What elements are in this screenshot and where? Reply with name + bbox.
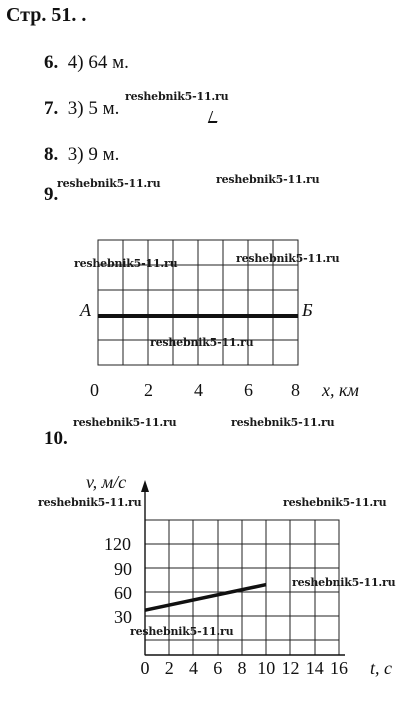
watermark-7: reshebnik5-11.ru (73, 416, 177, 429)
task-10-x-tick: 4 (189, 658, 198, 678)
task-10-y-tick-30: 30 (114, 607, 132, 627)
answer-7-number: 7. (44, 98, 59, 119)
task-10-x-tick: 14 (305, 658, 324, 678)
watermark-8: reshebnik5-11.ru (231, 416, 335, 429)
task-10-y-tick-90: 90 (114, 559, 132, 579)
task-10-number (44, 428, 68, 450)
watermark-1: reshebnik5-11.ru (125, 90, 229, 103)
watermark-4: reshebnik5-11.ru (74, 257, 178, 270)
watermark-11: reshebnik5-11.ru (292, 576, 396, 589)
task-10-x-tick: 2 (164, 658, 174, 678)
answer-8-text: 3) 9 м. (67, 144, 120, 165)
task-9-x-tick-0: 0 (90, 380, 99, 400)
task-10-y-tick-120: 120 (104, 534, 131, 554)
watermark-10: reshebnik5-11.ru (283, 496, 387, 509)
task-9-label-a: А (80, 300, 91, 320)
answer-6-number: 6. (44, 52, 59, 73)
task-9-label-b: Б (302, 300, 313, 320)
task-9-x-axis-label: x, км (322, 380, 359, 400)
watermark-2: reshebnik5-11.ru (57, 177, 161, 190)
task-10-x-tick: 16 (330, 658, 348, 678)
task-10-number-text: 10. (44, 428, 68, 449)
task-10-x-tick: 0 (140, 658, 150, 678)
watermark-5: reshebnik5-11.ru (236, 252, 340, 265)
watermark-3: reshebnik5-11.ru (216, 173, 320, 186)
task-10-y-axis-arrow (141, 480, 149, 492)
answer-7-text: 3) 5 м. (67, 98, 120, 119)
task-10-y-axis-label: v, м/с (86, 472, 127, 492)
watermark-9: reshebnik5-11.ru (38, 496, 142, 509)
task-10-x-tick: 8 (237, 658, 247, 678)
task-10-velocity-line (145, 585, 266, 611)
answer-8-number: 8. (44, 144, 59, 165)
task-9-x-tick-2: 2 (144, 380, 153, 400)
watermark-6: reshebnik5-11.ru (150, 336, 254, 349)
task-10-y-tick-60: 60 (114, 583, 132, 603)
task-10-x-tick: 6 (213, 658, 223, 678)
answer-6-text: 4) 64 м. (67, 52, 129, 73)
task-9-x-tick-6: 6 (244, 380, 253, 400)
task-9-x-tick-4: 4 (194, 380, 203, 400)
watermark-12: reshebnik5-11.ru (130, 625, 234, 638)
task-10-x-axis-label: t, с (370, 658, 392, 678)
page-title: Стр. 51. . (6, 4, 87, 26)
task-9-x-tick-8: 8 (291, 380, 300, 400)
task-9-number-text: 9. (44, 184, 59, 205)
task-10-x-tick: 10 (257, 658, 276, 678)
task-10-x-tick: 12 (281, 658, 300, 678)
